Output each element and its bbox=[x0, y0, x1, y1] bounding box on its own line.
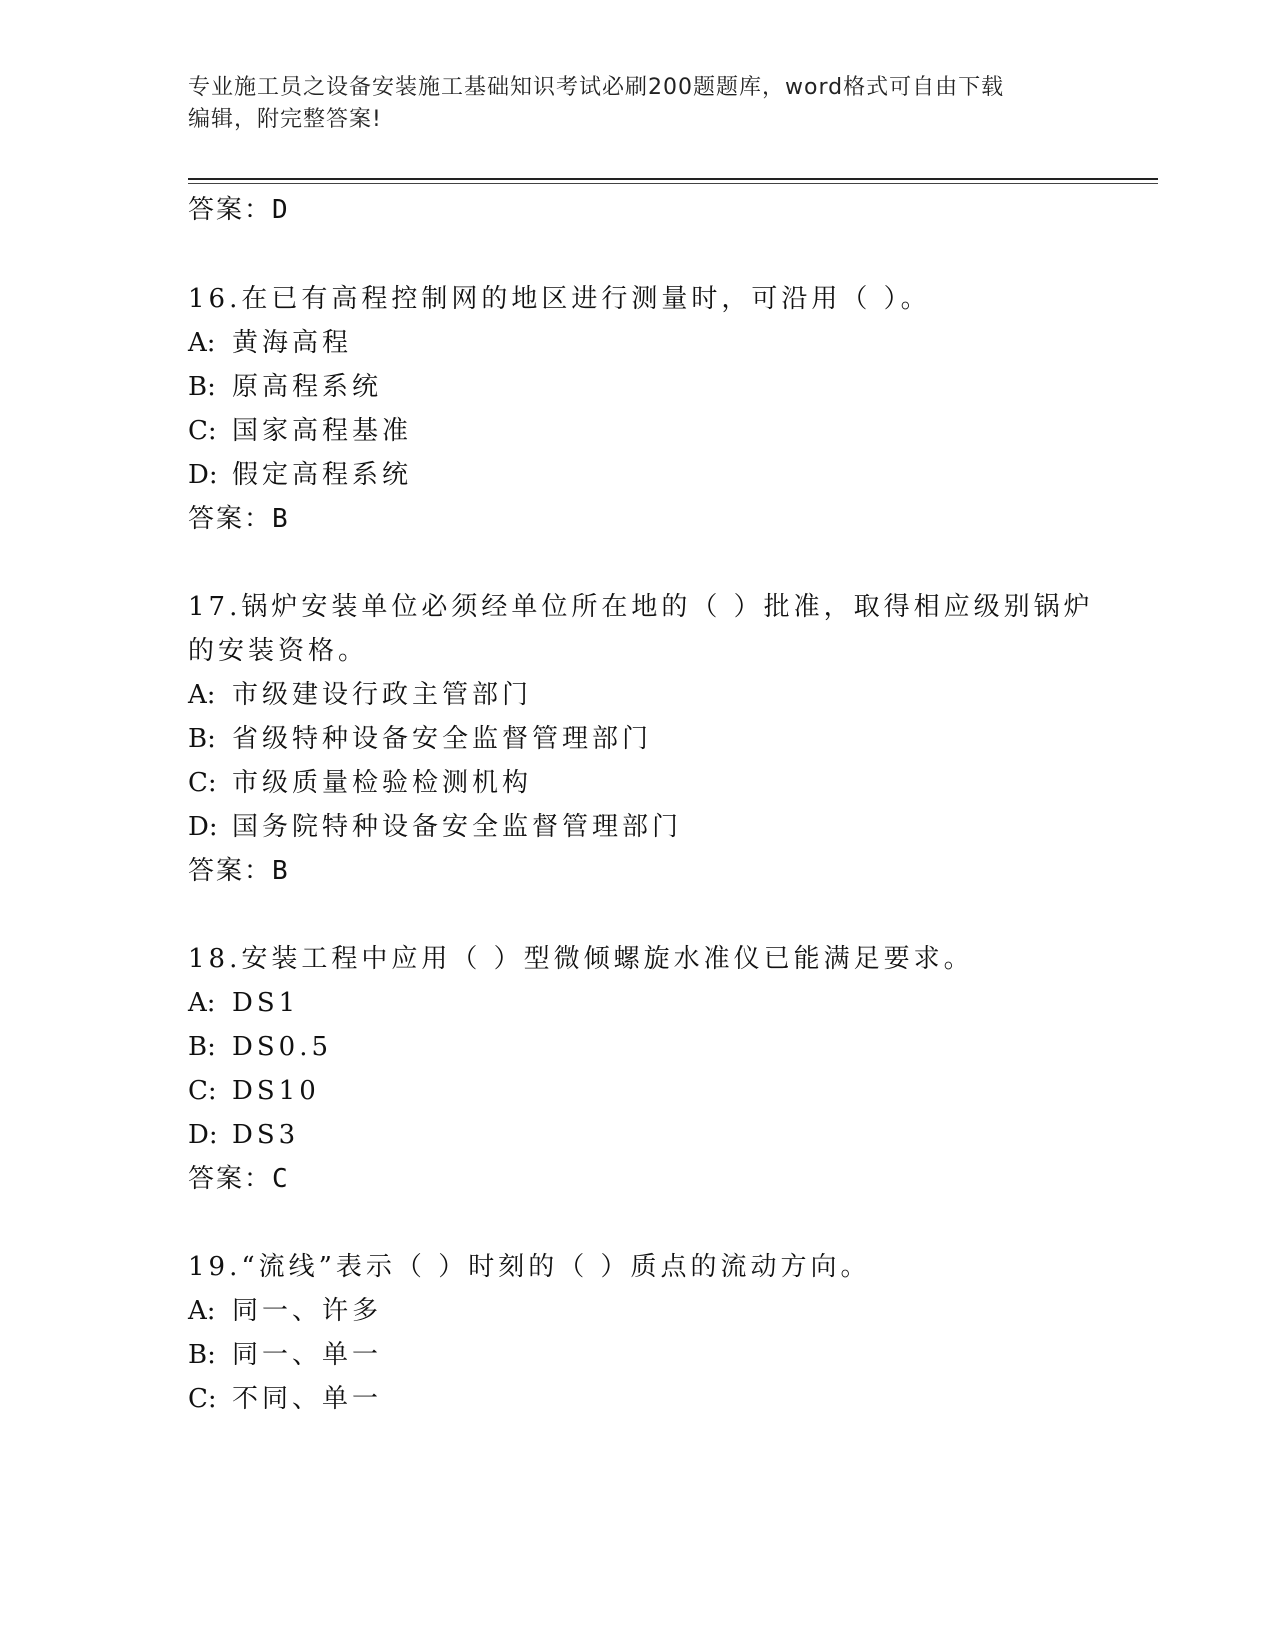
answer-value: C bbox=[272, 1164, 290, 1194]
option-text: 假定高程系统 bbox=[232, 460, 413, 490]
option-label: B: bbox=[188, 724, 216, 754]
answer-value: D bbox=[272, 195, 290, 225]
question-18-option-b bbox=[188, 1030, 332, 1064]
question-17-stem-line-1: 17.锅炉安装单位必须经单位所在地的（ ）批准，取得相应级别锅炉 bbox=[188, 592, 1094, 622]
option-text: 省级特种设备安全监督管理部门 bbox=[232, 724, 653, 754]
question-16-stem: 16.在已有高程控制网的地区进行测量时，可沿用（ ）。 bbox=[188, 284, 931, 314]
option-text: 不同、单一 bbox=[232, 1384, 383, 1414]
option-text: DS3 bbox=[232, 1120, 300, 1150]
header-divider bbox=[188, 178, 1158, 180]
option-label: A: bbox=[188, 328, 216, 358]
question-18-option-a bbox=[188, 986, 299, 1020]
previous-answer bbox=[188, 193, 290, 227]
question-17-answer bbox=[188, 854, 290, 888]
question-18-option-c bbox=[188, 1074, 320, 1108]
option-label: A: bbox=[188, 680, 216, 710]
option-text: DS0.5 bbox=[232, 1032, 333, 1062]
question-17-stem-line-2: 的安装资格。 bbox=[188, 636, 369, 666]
option-text: 同一、单一 bbox=[232, 1340, 383, 1370]
question-19-option-b bbox=[188, 1338, 382, 1372]
question-17-option-b bbox=[188, 722, 652, 756]
question-18-answer bbox=[188, 1162, 290, 1196]
question-17-option-d bbox=[188, 810, 682, 844]
option-text: DS10 bbox=[232, 1076, 320, 1106]
answer-value: B bbox=[272, 504, 290, 534]
option-label: B: bbox=[188, 1032, 216, 1062]
option-label: C: bbox=[188, 1076, 217, 1106]
option-text: 市级建设行政主管部门 bbox=[232, 680, 533, 710]
answer-label: 答案： bbox=[188, 1164, 273, 1194]
question-19-option-c bbox=[188, 1382, 382, 1416]
option-text: 国务院特种设备安全监督管理部门 bbox=[232, 812, 683, 842]
answer-label: 答案： bbox=[188, 195, 273, 225]
answer-label: 答案： bbox=[188, 504, 273, 534]
question-18-stem: 18.安装工程中应用（ ）型微倾螺旋水准仪已能满足要求。 bbox=[188, 944, 974, 974]
question-19-option-a bbox=[188, 1294, 382, 1328]
question-16-option-d bbox=[188, 458, 412, 492]
option-text: 原高程系统 bbox=[232, 372, 383, 402]
header-line-1: 专业施工员之设备安装施工基础知识考试必刷200题题库，word格式可自由下载 bbox=[188, 75, 1005, 100]
header-divider-thin bbox=[188, 183, 1158, 184]
option-label: C: bbox=[188, 1384, 217, 1414]
option-text: 同一、许多 bbox=[232, 1296, 383, 1326]
question-17-option-c bbox=[188, 766, 532, 800]
option-text: DS1 bbox=[232, 988, 300, 1018]
option-label: D: bbox=[188, 1120, 218, 1150]
question-18-option-d bbox=[188, 1118, 299, 1152]
question-16-answer bbox=[188, 502, 290, 536]
option-label: D: bbox=[188, 460, 218, 490]
option-text: 国家高程基准 bbox=[232, 416, 413, 446]
header-line-2: 编辑，附完整答案! bbox=[188, 107, 382, 132]
question-19-stem: 19.“流线”表示（ ）时刻的（ ）质点的流动方向。 bbox=[188, 1252, 871, 1282]
option-label: D: bbox=[188, 812, 218, 842]
option-text: 黄海高程 bbox=[232, 328, 353, 358]
question-16-option-a bbox=[188, 326, 352, 360]
question-16-option-c bbox=[188, 414, 412, 448]
answer-label: 答案： bbox=[188, 856, 273, 886]
question-17-option-a bbox=[188, 678, 532, 712]
document-header bbox=[188, 72, 1068, 136]
answer-value: B bbox=[272, 856, 290, 886]
question-16-option-b bbox=[188, 370, 382, 404]
option-label: B: bbox=[188, 1340, 216, 1370]
option-label: B: bbox=[188, 372, 216, 402]
option-label: A: bbox=[188, 988, 216, 1018]
option-label: C: bbox=[188, 416, 217, 446]
option-label: A: bbox=[188, 1296, 216, 1326]
option-label: C: bbox=[188, 768, 217, 798]
option-text: 市级质量检验检测机构 bbox=[232, 768, 533, 798]
